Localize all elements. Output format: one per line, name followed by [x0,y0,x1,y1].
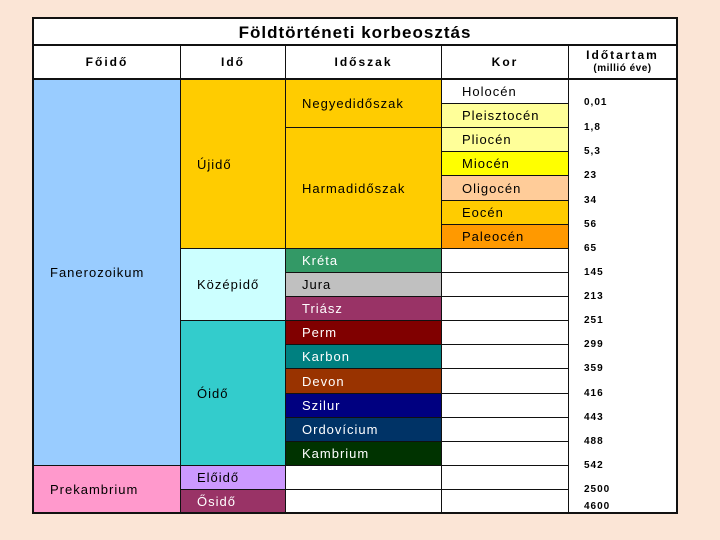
duration-value: 416 [584,388,604,399]
period-label: Kambrium [302,446,370,461]
duration-value: 145 [584,267,604,278]
epoch-empty-proterozoic [442,466,569,490]
duration-value: 299 [584,339,604,350]
epoch-empty-permian [442,321,569,345]
eon-label: Fanerozoikum [50,265,145,280]
period-label: Devon [302,373,345,389]
epoch-holocene [442,80,569,104]
epoch-pleistocene [442,104,569,128]
header-duration-unit: (millió éve) [593,63,652,74]
duration-value: 542 [584,460,604,471]
epoch-label: Paleocén [462,229,525,244]
epoch-oligocene [442,176,569,201]
duration-value: 488 [584,436,604,447]
epoch-empty-cambrian [442,442,569,466]
table-title: Földtörténeti korbeosztás [34,19,676,46]
era-mesozoic [181,249,286,321]
period-permian [286,321,442,345]
epoch-empty-archean [442,490,569,512]
period-cretaceous [286,249,442,273]
duration-value: 2500 [584,484,611,495]
eon-phanerozoic [34,80,181,466]
epoch-label: Pleisztocén [462,108,540,123]
epoch-paleocene [442,225,569,249]
header-period: Időszak [286,46,442,80]
period-label: Negyedidőszak [302,96,404,111]
duration-value: 23 [584,170,598,181]
period-label: Ordovícium [302,422,379,437]
period-label: Perm [302,325,338,340]
header-eon: Főidő [34,46,181,80]
epoch-label: Pliocén [462,132,512,147]
duration-value: 65 [584,243,598,254]
period-cambrian [286,442,442,466]
epoch-label: Oligocén [462,180,522,196]
duration-value: 0,01 [584,97,608,108]
duration-value: 213 [584,291,604,302]
duration-value: 5,3 [584,146,601,157]
epoch-label: Miocén [462,156,510,171]
period-triassic [286,297,442,321]
era-label: Újidő [197,156,232,172]
duration-value: 4600 [584,501,611,512]
period-silurian [286,394,442,418]
era-cenozoic [181,80,286,249]
epoch-empty-carboniferous [442,345,569,369]
epoch-miocene [442,152,569,176]
epoch-empty-ordovician [442,418,569,442]
period-jurassic [286,273,442,297]
era-archean [181,490,286,512]
era-proterozoic [181,466,286,490]
period-quaternary [286,80,442,128]
period-label: Jura [302,277,332,292]
geologic-time-table [32,17,678,514]
epoch-empty-triassic [442,297,569,321]
period-empty-proterozoic [286,466,442,490]
period-label: Triász [302,301,343,316]
eon-precambrian [34,466,181,512]
epoch-label: Eocén [462,205,504,220]
epoch-empty-cretaceous [442,249,569,273]
duration-value: 34 [584,195,598,206]
epoch-empty-jurassic [442,273,569,297]
period-label: Kréta [302,253,339,268]
epoch-eocene [442,201,569,225]
duration-value: 1,8 [584,122,601,133]
eon-label: Prekambrium [50,481,139,497]
epoch-empty-silurian [442,394,569,418]
duration-value: 443 [584,412,604,423]
duration-value: 56 [584,219,598,230]
period-label: Harmadidőszak [302,180,406,196]
period-label: Karbon [302,349,350,364]
epoch-label: Holocén [462,84,517,99]
period-carboniferous [286,345,442,369]
era-label: Óidő [197,385,229,401]
header-duration-label: Időtartam [586,48,659,62]
period-tertiary [286,128,442,249]
period-devonian [286,369,442,394]
era-label: Előidő [197,470,240,485]
header-era: Idő [181,46,286,80]
period-empty-archean [286,490,442,512]
era-label: Ősidő [197,493,236,509]
epoch-empty-devonian [442,369,569,394]
era-paleozoic [181,321,286,466]
period-ordovician [286,418,442,442]
header-epoch: Kor [442,46,569,80]
epoch-pliocene [442,128,569,152]
period-label: Szilur [302,398,341,413]
duration-value: 359 [584,363,604,374]
header-duration [569,46,676,80]
era-label: Középidő [197,277,260,292]
duration-value: 251 [584,315,604,326]
